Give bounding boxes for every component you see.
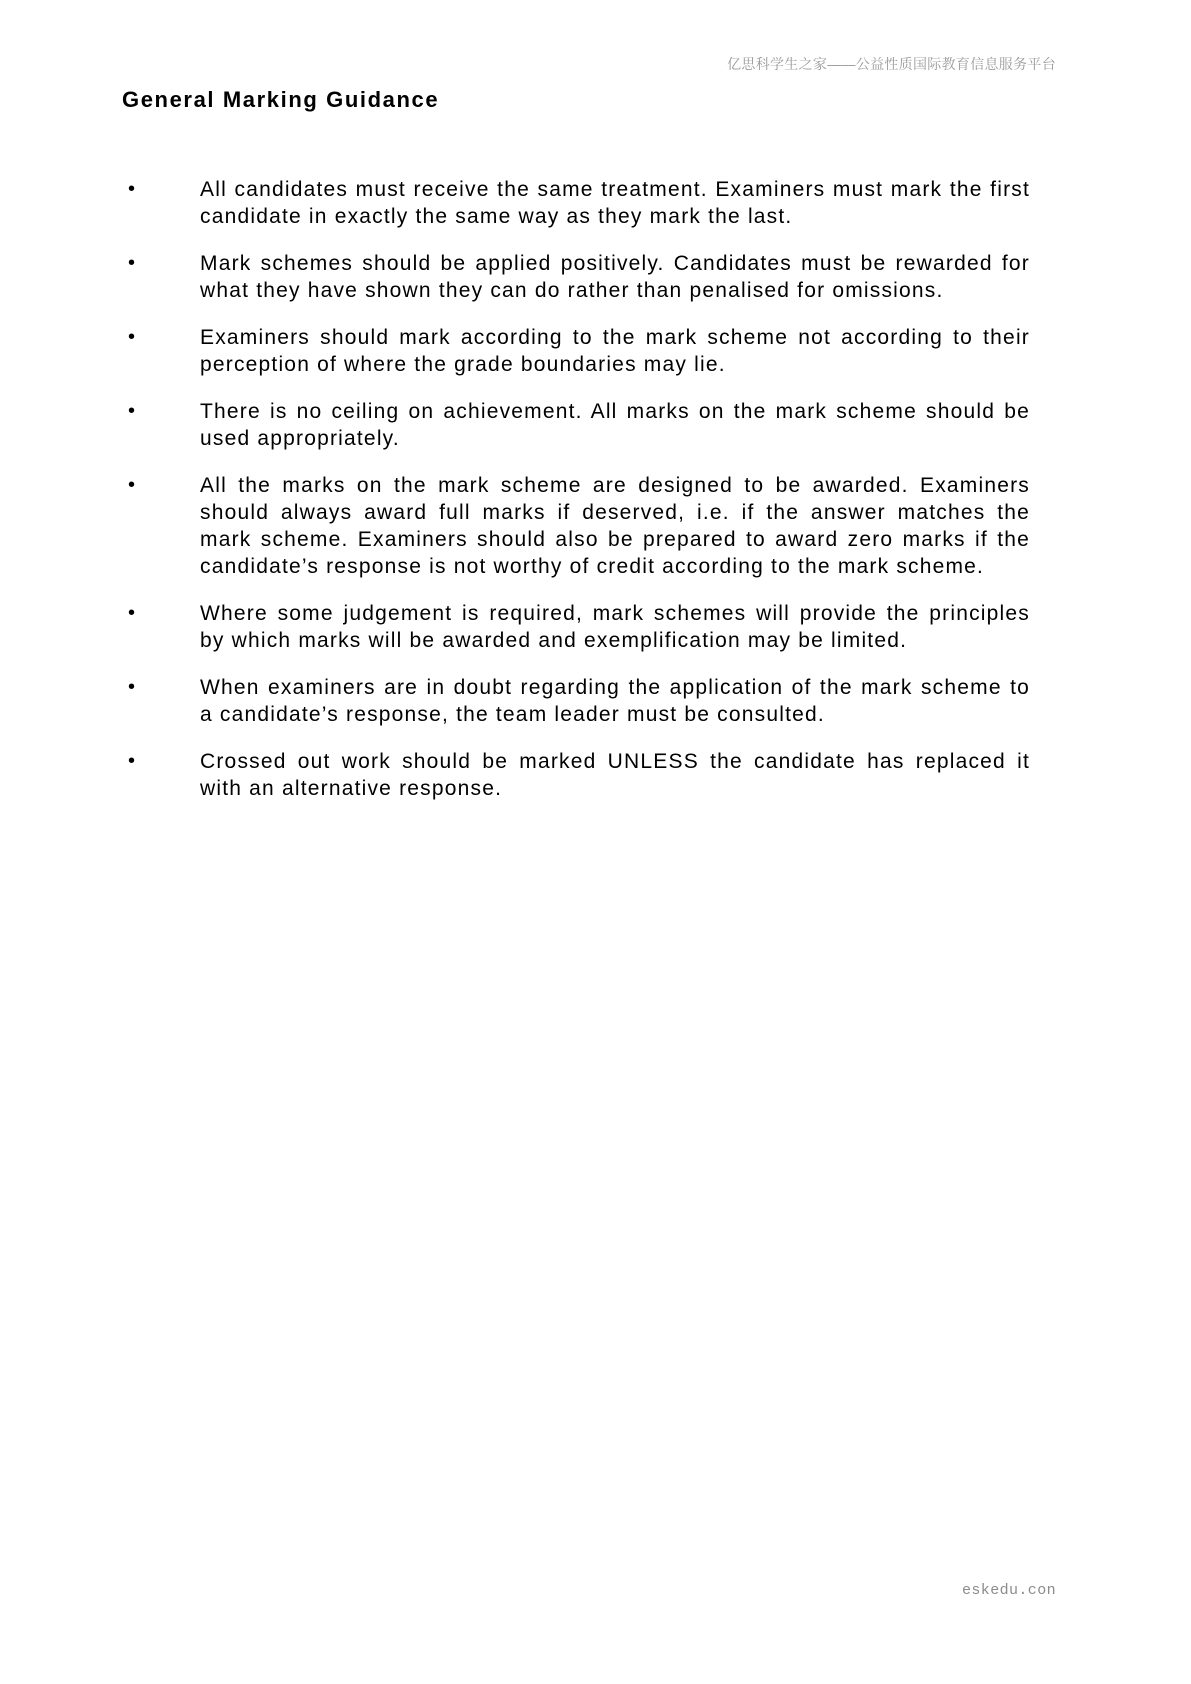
- bullet-icon: •: [128, 676, 136, 698]
- list-item: [122, 748, 1030, 802]
- page-title: General Marking Guidance: [122, 87, 440, 112]
- list-item-text: Mark schemes should be applied positively. Candidates must be rewarded for what they have shown they can do rather than penalised for omissions.: [200, 252, 1030, 302]
- footer-watermark: eskedu.con: [961, 1582, 1056, 1599]
- bullet-icon: •: [128, 602, 136, 624]
- list-item-text: Crossed out work should be marked UNLESS the candidate has replaced it with an alternative response.: [200, 750, 1030, 800]
- bullet-icon: •: [128, 326, 136, 348]
- list-item: [122, 472, 1030, 580]
- list-item: [122, 324, 1030, 378]
- bullet-icon: •: [128, 474, 136, 496]
- list-item: [122, 176, 1030, 230]
- bullet-icon: •: [128, 750, 136, 772]
- list-item-text: Examiners should mark according to the mark scheme not according to their perception of where the grade boundaries may lie.: [200, 326, 1030, 376]
- list-item: [122, 398, 1030, 452]
- list-item-text: When examiners are in doubt regarding the application of the mark scheme to a candidate’s response, the team leader must be consulted.: [200, 676, 1030, 726]
- list-item-text: Where some judgement is required, mark schemes will provide the principles by which marks will be awarded and exemplification may be limited.: [200, 602, 1030, 652]
- bullet-icon: •: [128, 178, 136, 200]
- bullet-icon: •: [128, 252, 136, 274]
- header-watermark: 亿思科学生之家——公益性质国际教育信息服务平台: [727, 56, 1056, 72]
- list-item: [122, 600, 1030, 654]
- list-item: [122, 250, 1030, 304]
- list-item: [122, 674, 1030, 728]
- list-item-text: There is no ceiling on achievement. All marks on the mark scheme should be used appropriately.: [200, 400, 1030, 450]
- bullet-icon: •: [128, 400, 136, 422]
- list-item-text: All candidates must receive the same treatment. Examiners must mark the first candidate in exactly the same way as they mark the last.: [200, 178, 1030, 228]
- list-item-text: All the marks on the mark scheme are designed to be awarded. Examiners should always award full marks if deserved, i.e. if the answer matches the mark scheme. Examiners should also be prepared to award zero marks if the candidate’s response is not worthy of credit according to the mark scheme.: [200, 474, 1030, 578]
- guidance-list: [122, 176, 1030, 822]
